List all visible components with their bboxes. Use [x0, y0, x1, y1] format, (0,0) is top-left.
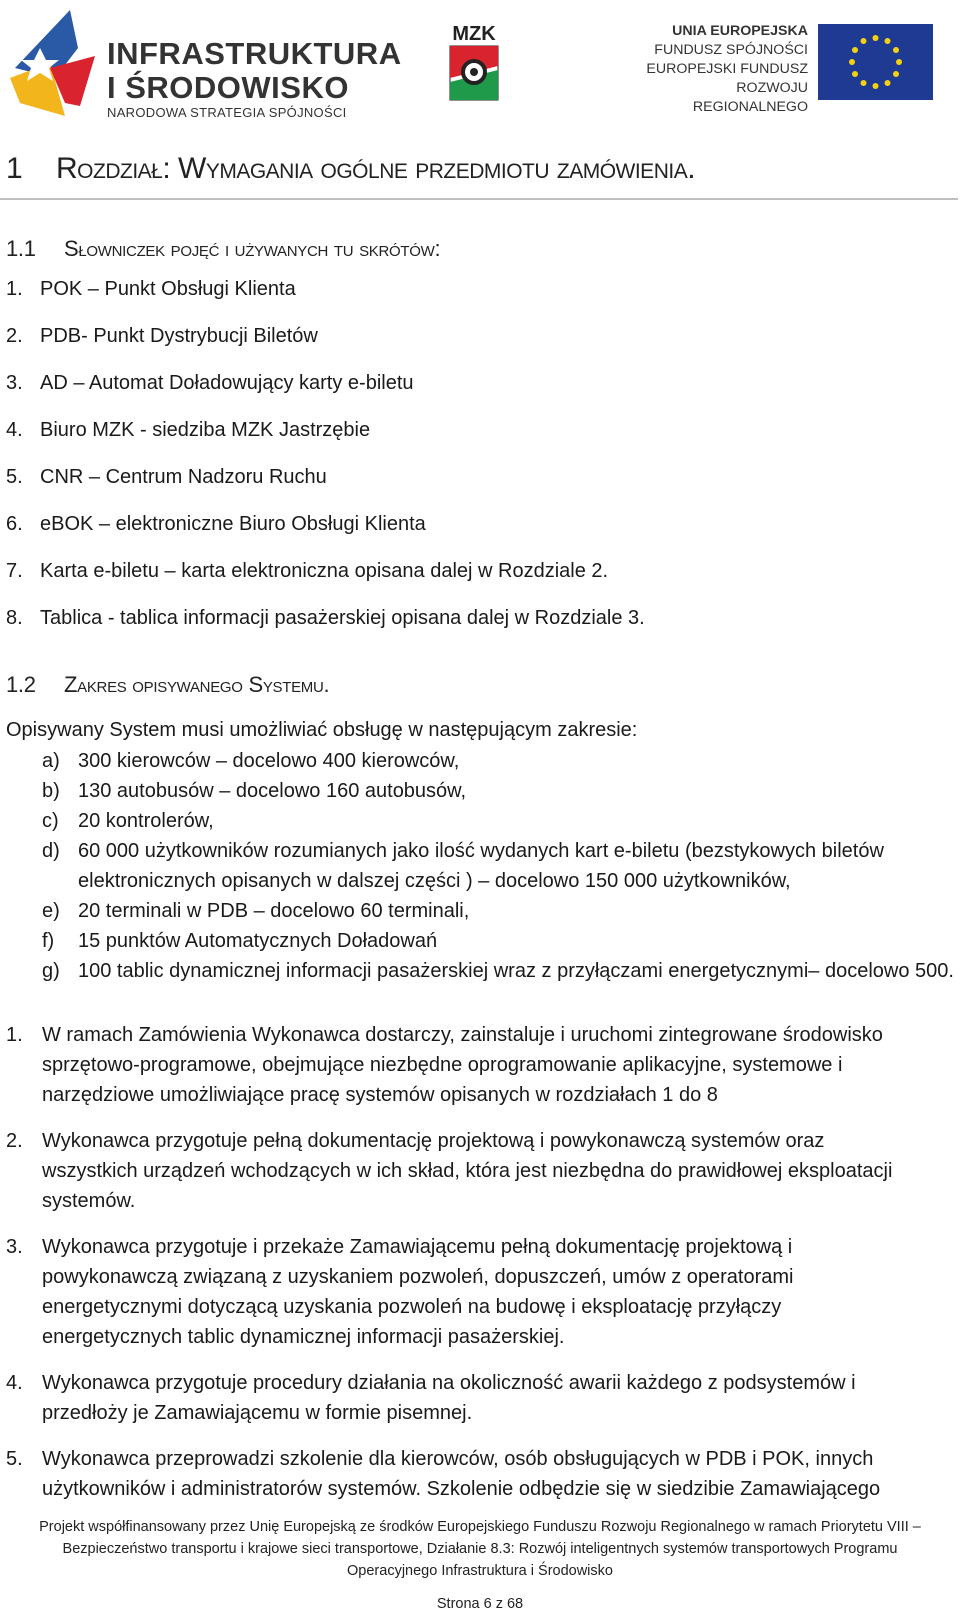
list-item [6, 926, 956, 956]
item-text: Wykonawca przygotuje pełną dokumentację projektową i powykonawczą systemów oraz wszystkich urządzeń wchodzących w ich skład, która jest niezbędna do prawidłowej eksploatacji systemów. [42, 1130, 893, 1212]
page-number: Strona 6 z 68 [436, 1596, 524, 1612]
page-header [0, 0, 960, 125]
scope-intro: Opisywany System musi umożliwiać obsługę w następującym zakresie: [6, 719, 638, 741]
item-text: Karta e-biletu – karta elektroniczna opisana dalej w Rozdziale 2. [40, 560, 609, 582]
eu-line4: ROZWOJU REGIONALNEGO [692, 80, 808, 115]
item-text: 60 000 użytkowników rozumianych jako ilość wydanych kart e-biletu (bezstykowych biletów elektronicznych opisanych w dalszej części ) – docelowo 150 000 użytkowników, [78, 840, 884, 892]
item-number: 6. [6, 513, 23, 535]
item-letter: a) [42, 750, 60, 772]
logo-title-line1: INFRASTRUKTURA [107, 36, 402, 71]
item-text: PDB- Punkt Dystrybucji Biletów [40, 325, 318, 347]
footer-line2: Bezpieczeństwo transportu i krajowe sieci transportowe, Działanie 8.3: Rozwój inteligentnych systemów transportowych Programu [62, 1541, 898, 1557]
item-text: 130 autobusów – docelowo 160 autobusów, [78, 780, 467, 802]
item-text: Tablica - tablica informacji pasażerskiej opisana dalej w Rozdziale 3. [40, 607, 645, 629]
item-text: Wykonawca przygotuje procedury działania na okoliczność awarii każdego z podsystemów i przedłoży je Zamawiającemu w formie pisemnej. [42, 1372, 856, 1424]
item-number: 5. [6, 466, 23, 488]
list-item [6, 836, 956, 896]
list-item [6, 746, 956, 776]
item-letter: b) [42, 780, 60, 802]
tasks-list [6, 1020, 906, 1520]
list-item [6, 370, 906, 417]
section-heading-glossary [6, 236, 440, 262]
item-text: AD – Automat Doładowujący karty e-biletu [40, 372, 414, 394]
logo-subtitle: NARODOWA STRATEGIA SPÓJNOŚCI [107, 105, 347, 120]
footer-line3: Operacyjnego Infrastruktura i Środowisko [347, 1563, 613, 1579]
chapter-number: 1 [6, 152, 23, 185]
chapter-title: Rozdział: Wymagania ogólne przedmiotu zamówienia. [56, 152, 696, 185]
item-number: 1. [6, 278, 23, 300]
list-item [6, 1368, 906, 1428]
section-title: Słowniczek pojęć i używanych tu skrótów: [64, 236, 441, 261]
item-number: 3. [6, 1236, 23, 1258]
item-letter: c) [42, 810, 59, 832]
list-item [6, 956, 956, 986]
list-item [6, 605, 906, 652]
section-heading-scope [6, 672, 329, 698]
infrastruktura-logo [10, 8, 402, 120]
logo-title-line2: I ŚRODOWISKO [107, 70, 349, 105]
item-number: 8. [6, 607, 23, 629]
item-number: 2. [6, 1130, 23, 1152]
item-number: 4. [6, 419, 23, 441]
list-item [6, 896, 956, 926]
item-number: 4. [6, 1372, 23, 1394]
section-number: 1.1 [6, 236, 36, 261]
list-item [6, 276, 906, 323]
list-item [6, 1020, 906, 1110]
scope-list [6, 746, 956, 986]
chapter-heading [6, 152, 695, 186]
item-text: 15 punktów Automatycznych Doładowań [78, 930, 438, 952]
list-item [6, 511, 906, 558]
list-item [6, 1126, 906, 1216]
item-text: POK – Punkt Obsługi Klienta [40, 278, 296, 300]
item-text: Wykonawca przeprowadzi szkolenie dla kierowców, osób obsługujących w PDB i POK, innych użytkowników i administratorów systemów. Szkolenie odbędzie się w siedzibie Zamawiającego [42, 1448, 881, 1500]
item-text: 20 terminali w PDB – docelowo 60 terminali, [78, 900, 470, 922]
list-item [6, 776, 956, 806]
eu-line2: FUNDUSZ SPÓJNOŚCI [654, 42, 808, 58]
item-letter: g) [42, 960, 60, 982]
list-item [6, 806, 956, 836]
item-text: Biuro MZK - siedziba MZK Jastrzębie [40, 419, 371, 441]
mzk-logo [448, 22, 500, 102]
item-text: 20 kontrolerów, [78, 810, 214, 832]
item-letter: e) [42, 900, 60, 922]
mzk-logo-text: MZK [452, 23, 496, 45]
item-text: 300 kierowców – docelowo 400 kierowców, [78, 750, 460, 772]
eu-flag-icon [818, 24, 933, 100]
item-number: 3. [6, 372, 23, 394]
list-item [6, 558, 906, 605]
list-item [6, 323, 906, 370]
eu-logo-text [618, 22, 808, 117]
item-text: 100 tablic dynamicznej informacji pasażerskiej wraz z przyłączami energetycznymi– docelowo 500. [78, 960, 954, 982]
item-number: 2. [6, 325, 23, 347]
item-letter: f) [42, 930, 55, 952]
item-letter: d) [42, 840, 60, 862]
list-item [6, 464, 906, 511]
star-emblem-icon [10, 8, 102, 118]
section-number: 1.2 [6, 672, 36, 697]
eu-logo [618, 22, 938, 115]
item-number: 5. [6, 1448, 23, 1470]
list-item [6, 417, 906, 464]
list-item [6, 1444, 906, 1504]
page-footer [0, 1516, 960, 1582]
list-item [6, 1232, 906, 1352]
item-text: CNR – Centrum Nadzoru Ruchu [40, 466, 327, 488]
item-text: W ramach Zamówienia Wykonawca dostarczy, zainstaluje i uruchomi zintegrowane środowisko sprzętowo-programowe, obejmujące niezbędne oprogramowanie aplikacyjne, systemowe i narzędziowe umożliwiające pracę systemów opisanych w rozdziałach 1 do 8 [42, 1024, 883, 1106]
glossary-list [6, 276, 906, 652]
footer-line1: Projekt współfinansowany przez Unię Europejską ze środków Europejskiego Funduszu Rozwoju Regionalnego w ramach Priorytetu VIII – [39, 1519, 921, 1535]
heading-divider [0, 198, 958, 200]
item-text: eBOK – elektroniczne Biuro Obsługi Klienta [40, 513, 426, 535]
section-title: Zakres opisywanego Systemu. [64, 672, 330, 697]
item-number: 1. [6, 1024, 23, 1046]
eu-line1: UNIA EUROPEJSKA [672, 23, 808, 39]
item-text: Wykonawca przygotuje i przekaże Zamawiającemu pełną dokumentację projektową i powykonawczą związaną z uzyskaniem pozwoleń, dopuszczeń, umów z operatorami energetycznymi dotyczącą uzyskania pozwoleń na budowę i eksploatację przyłączy energetycznych tablic dynamicznej informacji pasażerskiej. [42, 1236, 794, 1348]
item-number: 7. [6, 560, 23, 582]
eu-line3: EUROPEJSKI FUNDUSZ [646, 61, 808, 77]
